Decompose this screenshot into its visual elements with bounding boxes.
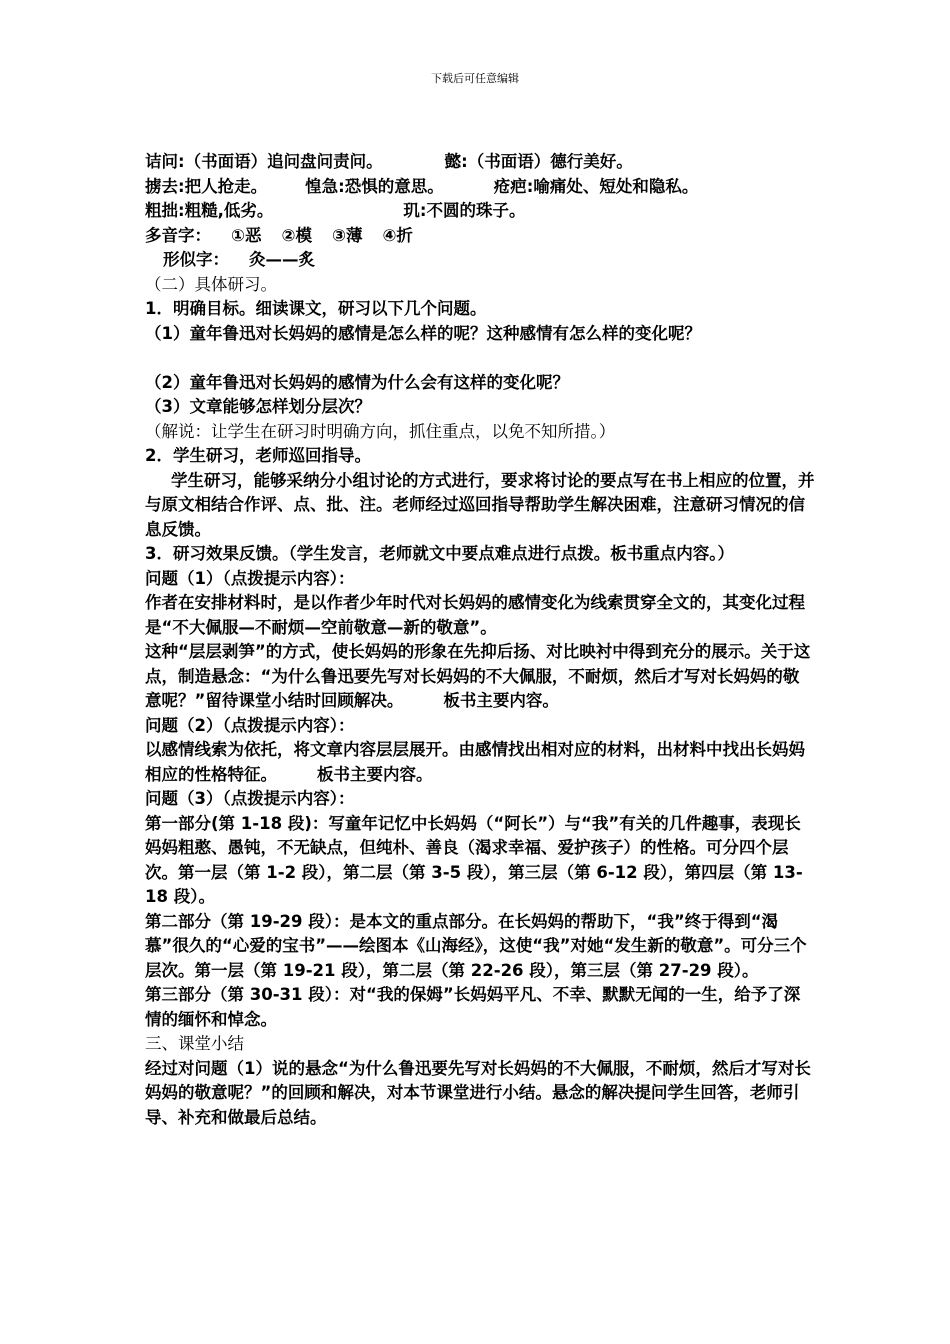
step-1: 1．明确目标。细读课文，研习以下几个问题。 [145,299,487,318]
vocab-row-1 [145,150,815,175]
section3-title: 三、课堂小结 [145,1034,244,1053]
document-body [145,150,815,1130]
similar-label: 形似字： [163,250,229,269]
part-3: 第三部分（第 30-31 段）：对“我的保姆”长妈妈平凡、不幸、默默无闻的一生，给予了深情的缅怀和悼念。 [145,985,801,1029]
vocab-def: :恐惧的意思。 [338,176,444,196]
vocab-def: :粗糙,低劣。 [178,201,274,220]
question-3: （3）文章能够怎样划分层次？ [145,397,371,416]
polyphone-label: 多音字： [145,225,211,245]
similar-row [145,248,815,273]
step-2-text: 学生研习，能够采纳分小组讨论的方式进行，要求将讨论的要点写在书上相应的位置，并与原文相结合作评、点、批、注。老师经过巡回指导帮助学生解决困难，注意研习情况的信息反馈。 [145,470,815,539]
step-2-body [145,469,815,543]
vocab-def: :喻痛处、短处和隐私。 [526,176,699,196]
polyphone-item: ②模 [281,225,312,245]
polyphone-item: ①恶 [231,225,262,245]
vocab-term: 疮疤 [493,176,527,196]
question-1: （1）童年鲁迅对长妈妈的感情是怎么样的呢？这种感情有怎么样的变化呢？ [145,323,701,343]
problem-3-title: 问题（3）（点拨提示内容）： [145,789,355,808]
vocab-term: 玑 [403,201,420,220]
part-1: 第一部分(第 1-18 段)：写童年记忆中长妈妈（“阿长”）与“我”有关的几件趣事，表现长妈妈粗憨、愚钝，不无缺点，但纯朴、善良（渴求幸福、爱护孩子）的性格。可分四个层次。第一层（第 1-2 段），第二层（第 3-5 段），第三层（第 6-12 段），第四层（第 13-18 段）。 [145,813,803,906]
vocab-term: 惶急 [305,176,339,196]
question-2: （2）童年鲁迅对长妈妈的感情为什么会有这样的变化呢？ [145,372,569,392]
problem-2-para [145,738,815,787]
vocab-def: :（书面语）德行美好。 [461,152,633,171]
problem-2-text: 以感情线索为依托，将文章内容层层展开。由感情找出相对应的材料，出材料中找出长妈妈相应的性格特征。 [145,740,805,784]
section2-title: （二）具体研习。 [145,274,277,294]
board-note: 板书主要内容。 [443,691,559,710]
note: （解说：让学生在研习时明确方向，抓住重点，以免不知所措。） [145,421,616,441]
vocab-term: 诘问 [145,152,178,171]
page-header: 下载后可任意编辑 [431,72,519,85]
summary: 经过对问题（1）说的悬念“为什么鲁迅要先写对长妈妈的不大佩服，不耐烦，然后才写对长妈妈的敬意呢？”的回顾和解决，对本节课堂进行小结。悬念的解决提问学生回答，老师引导、补充和做最后总结。 [145,1058,811,1127]
vocab-term: 粗拙 [145,201,178,220]
vocab-def: :把人抢走。 [178,176,268,196]
polyphone-item: ④折 [382,225,413,245]
step-2: 2．学生研习，老师巡回指导。 [145,446,371,465]
problem-1-para-a: 作者在安排材料时，是以作者少年时代对长妈妈的感情变化为线索贯穿全文的，其变化过程是“不大佩服—不耐烦—空前敬意—新的敬意”。 [145,593,805,637]
board-note: 板书主要内容。 [317,764,433,784]
problem-1-para-b [145,640,815,714]
polyphone-item: ③薄 [331,225,363,245]
vocab-term: 懿 [444,152,462,171]
polyphone-row [145,224,815,249]
vocab-term: 掳去 [145,176,178,196]
vocab-def: :不圆的珠子。 [419,201,526,220]
vocab-def: :（书面语）追问盘问责问。 [178,152,383,171]
part-2: 第二部分（第 19-29 段）：是本文的重点部分。在长妈妈的帮助下，“我”终于得到“渴慕”很久的“心爱的宝书”——绘图本《山海经》，这使“我”对她“发生新的敬意”。可分三个层次。第一层（第 19-21 段），第二层（第 22-26 段），第三层（第 27-29 段）。 [145,911,807,980]
problem-1-text: 这种“层层剥笋”的方式，使长妈妈的形象在先抑后扬、对比映衬中得到充分的展示。关于这点，制造悬念：“为什么鲁迅要先写对长妈妈的不大佩服，不耐烦，然后才写对长妈妈的敬意呢？”留待课堂小结时回顾解决。 [145,642,811,710]
vocab-row-2 [145,175,815,200]
vocab-row-3 [145,199,815,224]
problem-1-title: 问题（1）（点拨提示内容）： [145,568,355,588]
problem-2-title: 问题（2）（点拨提示内容）： [145,715,355,735]
similar-chars: 灸——炙 [249,250,315,269]
step-3: 3．研习效果反馈。（学生发言，老师就文中要点难点进行点拨。板书重点内容。） [145,544,734,563]
